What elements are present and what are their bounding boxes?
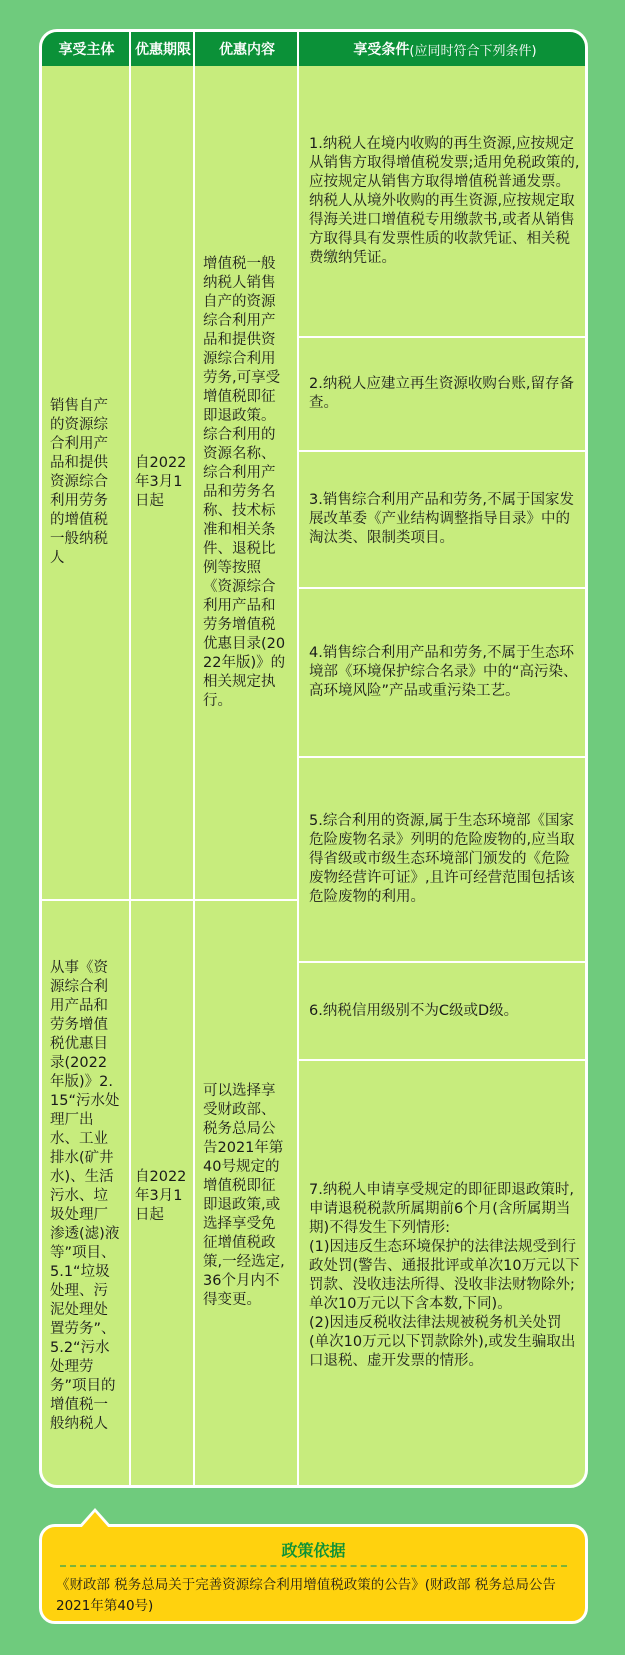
- row2-subject: [42, 901, 129, 1488]
- condition-6: [299, 963, 588, 1059]
- condition-6-text: 6.纳税信用级别不为C级或D级。: [309, 1002, 519, 1019]
- condition-5-text: 5.综合利用的资源,属于生态环境部《国家危险废物名录》列明的危险废物的,应当取得省级或市级生态环境部门颁发的《危险废物经营许可证》,且许可经营范围包括该危险废物的利用。: [309, 813, 575, 905]
- row1-content-text: 增值税一般纳税人销售自产的资源综合利用产品和提供资源综合利用劳务,可享受增值税即征即退政策。综合利用的资源名称、综合利用产品和劳务名称、技术标准和相关条件、退税比例等按照《资源综合利用产品和劳务增值税优惠目录(2022年版)》的相关规定执行。: [203, 255, 286, 709]
- header-subject: [42, 32, 131, 66]
- header-content: [195, 32, 299, 66]
- header-conditions: [299, 32, 588, 66]
- condition-4: [299, 589, 588, 756]
- row1-subject-text: 销售自产的资源综合利用产品和提供资源综合利用劳务的增值税一般纳税人: [50, 398, 108, 566]
- condition-1: [299, 66, 588, 336]
- header-content-label: 优惠内容: [219, 42, 275, 58]
- header-conditions-note: (应同时符合下列条件): [409, 43, 537, 59]
- row2-period-text: 自2022年3月1日起: [135, 1168, 187, 1223]
- condition-2-text: 2.纳税人应建立再生资源收购台账,留存备查。: [309, 376, 574, 411]
- condition-7-text: 7.纳税人申请享受规定的即征即退政策时,申请退税税款所属期前6个月(含所属期当期)不得发生下列情形: (1)因违反生态环境保护的法律法规受到行政处罚(警告、通报批评或单次10万元以下罚款、没收违法所得、没收非法财物除外;单次10万元以下含本数,下同)。 (2)因违反税收法律法规被税务机关处罚(单次10万元以下罚款除外),或发生骗取出口退税、虚开发票的情形。: [309, 1182, 580, 1369]
- row1-content: [195, 66, 297, 899]
- header-subject-label: 享受主体: [58, 42, 115, 58]
- row2-content: [195, 901, 297, 1488]
- condition-3: [299, 452, 588, 587]
- condition-3-text: 3.销售综合利用产品和劳务,不属于国家发展改革委《产业结构调整指导目录》中的淘汰类、限制类项目。: [309, 492, 574, 546]
- row2-period: [131, 901, 193, 1488]
- condition-2: [299, 338, 588, 450]
- row2-content-text: 可以选择享受财政部、税务总局公告2021年第40号规定的增值税即征即退政策,或选择享受免征增值税政策,一经选定,36个月内不得变更。: [203, 1083, 285, 1308]
- policy-basis-box: [39, 1524, 588, 1624]
- policy-pointer-fill: [81, 1512, 109, 1528]
- policy-basis-text: 《财政部 税务总局关于完善资源综合利用增值税政策的公告》(财政部 税务总局公告2021年第40号): [56, 1577, 556, 1614]
- condition-5: [299, 758, 588, 961]
- condition-1-text: 1.纳税人在境内收购的再生资源,应按规定从销售方取得增值税发票;适用免税政策的,应按规定从销售方取得增值税普通发票。 纳税人从境外收购的再生资源,应按规定取得海关进口增值税专用缴款书,或者从销售方取得具有发票性质的收款凭证、相关税费缴纳凭证。: [309, 135, 580, 266]
- header-period: [131, 32, 195, 66]
- row1-period: [131, 66, 193, 899]
- header-period-label: 优惠期限: [135, 42, 191, 58]
- row1-period-text: 自2022年3月1日起: [135, 455, 187, 509]
- header-conditions-label: 享受条件: [353, 42, 410, 58]
- row1-subject: [42, 66, 129, 899]
- policy-table: [39, 29, 588, 1488]
- row2-subject-text: 从事《资源综合利用产品和劳务增值税优惠目录(2022年版)》2.15“污水处理厂出水、工业排水(矿井水)、生活污水、垃圾处理厂渗透(滤)液等”项目、5.1“垃圾处理、污泥处理处置劳务”、5.2“污水处理劳务”项目的增值税一般纳税人: [50, 959, 120, 1432]
- policy-divider: [60, 1565, 567, 1567]
- condition-7: [299, 1061, 588, 1488]
- condition-4-text: 4.销售综合利用产品和劳务,不属于生态环境部《环境保护综合名录》中的“高污染、高环境风险”产品或重污染工艺。: [309, 645, 578, 699]
- policy-basis-title: 政策依据: [281, 1541, 346, 1560]
